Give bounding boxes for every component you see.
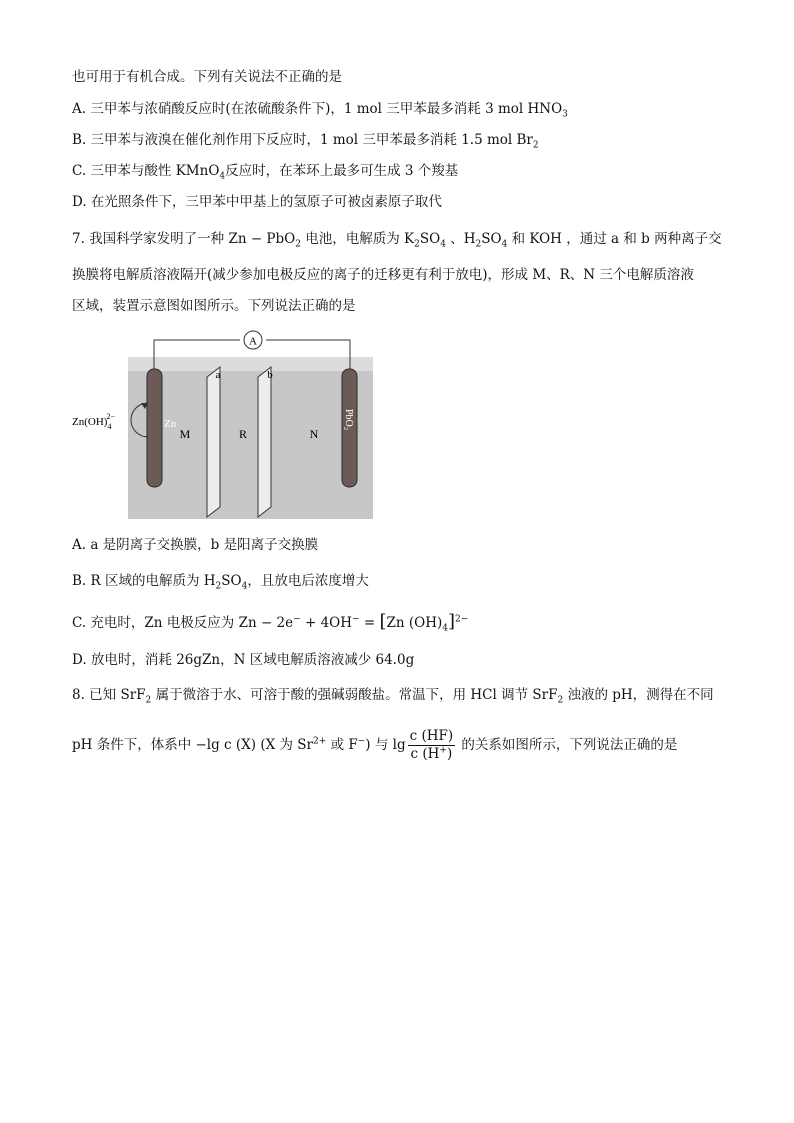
membrane-a [207, 367, 220, 517]
zn-electrode [147, 369, 162, 487]
q6-option-a: A. 三甲苯与浓硝酸反应时(在浓硫酸条件下)，1 mol 三甲苯最多消耗 3 mol $HNO_3$ [72, 101, 568, 120]
ratio-fraction: $\frac{c (HF)}{c (H^+)}$ [409, 728, 454, 762]
membrane-b-label: b [267, 369, 273, 381]
membrane-b [258, 367, 271, 517]
q6-option-c: C. 三甲苯与酸性 KMnO$_4$反应时，在苯环上最多可生成 3 个羧基 [72, 163, 459, 182]
q7-line-2: 换膜将电解质溶液隔开(减少参加电极反应的离子的迁移更有利于放电)，形成 M、R、N 三个电解质溶液 [72, 267, 694, 283]
q7-line-1: 7. 我国科学家发明了一种 Zn − PbO$_2$ 电池，电解质为 $K_2SO_4$ 、$H_2SO_4$ 和 KOH ，通过 a 和 b 两种离子交 [72, 231, 722, 250]
q8-line-2: pH 条件下，体系中 −lg c (X) (X 为 $Sr^{2+}$ 或 F−) 与 lg $\frac{c (HF)}{c (H^+)}$ 的关系如图所示，下列说法正确的是 [72, 728, 678, 762]
region-m-label: M [179, 427, 191, 441]
q6-option-b: B. 三甲苯与液溴在催化剂作用下反应时，1 mol 三甲苯最多消耗 1.5 mol $Br_2$ [72, 132, 539, 151]
q6-option-d: D. 在光照条件下，三甲苯中甲基上的氢原子可被卤素原子取代 [72, 194, 442, 210]
region-n-label: N [309, 427, 319, 441]
region-r-label: R [238, 427, 248, 441]
q7-option-a: A. a 是阴离子交换膜，b 是阳离子交换膜 [72, 537, 319, 553]
ammeter-label: A [249, 335, 257, 348]
intro-line: 也可用于有机合成。下列有关说法不正确的是 [72, 69, 342, 85]
pbo2-label: PbO₂ [343, 409, 354, 431]
q7-option-d: D. 放电时，消耗 26gZn，N 区域电解质溶液减少 64.0g [72, 652, 415, 668]
ion-label: $Zn(OH)_42-$ [72, 412, 115, 431]
zn-label: Zn [164, 418, 177, 430]
electrolyte-tank [128, 357, 373, 519]
q7-line-3: 区域，装置示意图如图所示。下列说法正确的是 [72, 298, 356, 314]
q7-option-c: C. 充电时，Zn 电极反应为 Zn − 2e− + 4OH− = [Zn $(OH)_4]^{2-}$ [72, 611, 469, 634]
q7-option-b: B. R 区域的电解质为 $H_2SO_4$，且放电后浓度增大 [72, 573, 369, 592]
membrane-a-label: a [215, 369, 221, 381]
q8-line-1: 8. 已知 SrF$_2$ 属于微溶于水、可溶于酸的强碱弱酸盐。常温下，用 HCl 调节 SrF$_2$ 浊液的 pH，测得在不同 [72, 687, 714, 706]
battery-diagram [70, 325, 380, 525]
